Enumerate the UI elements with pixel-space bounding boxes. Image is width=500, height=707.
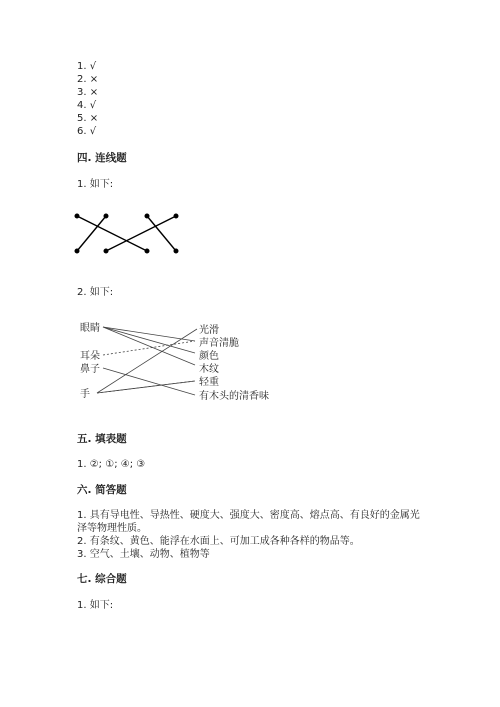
matching-dot (104, 214, 108, 218)
section5-answer: 1. ②; ①; ④; ③ (77, 459, 146, 470)
right-item: 声音清脆 (199, 338, 239, 349)
judgment-answer: 6. √ (77, 126, 97, 137)
right-item: 木纹 (199, 364, 219, 375)
judgment-answer: 4. √ (77, 100, 97, 111)
section4-q1-label: 1. 如下: (77, 179, 114, 190)
matching-line (106, 216, 176, 251)
matching-line (77, 216, 106, 251)
left-item: 眼睛 (80, 323, 100, 334)
matching-dot (174, 249, 178, 253)
right-item: 轻重 (199, 377, 219, 388)
judgment-answers (77, 60, 98, 138)
section4-q2-label: 2. 如下: (77, 287, 114, 298)
matching-diagram-2 (75, 318, 285, 408)
judgment-answer: 3. × (77, 87, 99, 98)
section5-title: 五. 填表题 (77, 433, 127, 445)
connector-line (103, 327, 195, 353)
matching-dot (75, 249, 79, 253)
answer-line: 1. 具有导电性、导热性、硬度大、强度大、密度高、熔点高、有良好的金属光 (77, 510, 420, 521)
matching-line (147, 216, 176, 251)
section7-q1-label: 1. 如下: (77, 600, 114, 611)
left-item: 耳朵 (80, 351, 100, 362)
judgment-answer: 2. × (77, 74, 99, 85)
connector-line (97, 329, 197, 393)
section6-answers (77, 509, 420, 561)
matching-dot (104, 249, 108, 253)
section6-title: 六. 简答题 (77, 484, 127, 496)
matching-dot (75, 214, 79, 218)
answer-line: 3. 空气、土壤、动物、植物等 (77, 549, 210, 560)
right-item: 光滑 (199, 325, 219, 336)
matching-line (77, 216, 147, 251)
right-item: 有木头的清香味 (199, 391, 269, 402)
left-item: 鼻子 (80, 364, 100, 375)
right-item: 颜色 (199, 351, 219, 362)
answer-line: 泽等物理性质。 (77, 523, 147, 534)
matching-diagram-1 (70, 205, 190, 260)
section4-title: 四. 连线题 (77, 152, 127, 164)
matching-dot (145, 249, 149, 253)
matching-dot (145, 214, 149, 218)
answer-line: 2. 有条纹、黄色、能浮在水面上、可加工成各种各样的物品等。 (77, 536, 360, 547)
matching-dot (174, 214, 178, 218)
section7-title: 七. 综合题 (77, 573, 127, 585)
left-item: 手 (80, 389, 90, 400)
connector-line-dashed (103, 341, 195, 355)
judgment-answer: 5. × (77, 113, 99, 124)
judgment-answer: 1. √ (77, 61, 97, 72)
